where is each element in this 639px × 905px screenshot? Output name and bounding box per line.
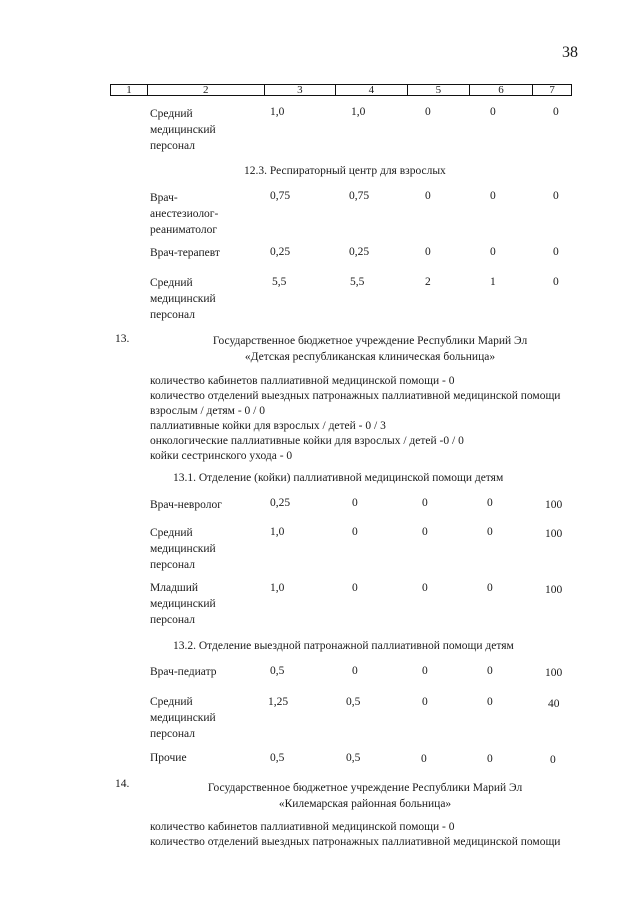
value-cell: 0 [487,582,493,594]
col-header-6: 6 [469,85,532,96]
value-cell: 0 [425,190,431,202]
value-cell: 0 [487,665,493,677]
summary-line: количество отделений выездных патронажных паллиативной медицинской помощи [150,836,561,848]
value-cell: 0 [421,753,427,765]
summary-line: паллиативные койки для взрослых / детей - 0 / 3 [150,420,386,432]
value-cell: 2 [425,276,431,288]
value-cell: 0 [352,665,358,677]
summary-line: количество кабинетов паллиативной медицинской помощи - 0 [150,375,455,387]
value-cell: 100 [545,667,563,679]
value-cell: 5,5 [350,276,365,288]
facility-summary [150,820,560,850]
value-cell: 0 [487,753,493,765]
value-cell: 0 [553,276,559,288]
value-cell: 0,5 [270,665,285,677]
value-cell: 0 [490,106,496,118]
summary-line: количество отделений выездных патронажных паллиативной медицинской помощи [150,390,561,402]
value-cell: 0 [487,526,493,538]
value-cell: 0 [553,106,559,118]
value-cell: 0,5 [270,752,285,764]
value-cell: 0 [352,582,358,594]
value-cell: 1,0 [270,106,285,118]
value-cell: 0 [553,246,559,258]
column-header-table [110,84,572,96]
value-cell: 0,75 [270,190,291,202]
value-cell: 0 [553,190,559,202]
col-header-1: 1 [111,85,148,96]
facility-summary [150,374,560,464]
value-cell: 0 [422,696,428,708]
item-number: 14. [115,778,130,790]
col-header-7: 7 [533,85,572,96]
value-cell: 1,0 [270,526,285,538]
value-cell: 0 [422,497,428,509]
col-header-5: 5 [407,85,469,96]
staff-role: Средний медицинский персонал [150,277,216,321]
value-cell: 5,5 [272,276,287,288]
summary-line: количество кабинетов паллиативной медицинской помощи - 0 [150,821,455,833]
value-cell: 0 [422,526,428,538]
staff-role: Врач- анестезиолог- реаниматолог [150,192,219,236]
institution-line: «Детская республиканская клиническая больница» [244,351,496,363]
value-cell: 0,75 [349,190,370,202]
value-cell: 0 [425,246,431,258]
value-cell: 1,0 [270,582,285,594]
staff-role: Средний медицинский персонал [150,696,216,740]
value-cell: 0 [490,190,496,202]
institution-name [175,780,555,812]
value-cell: 0 [487,497,493,509]
staff-role: Средний медицинский персонал [150,108,216,152]
value-cell: 0 [352,526,358,538]
staff-role: Прочие [150,752,187,764]
summary-line: взрослым / детям - 0 / 0 [150,405,265,417]
institution-name [180,333,560,365]
staff-role: Врач-невролог [150,499,222,511]
value-cell: 100 [545,528,563,540]
value-cell: 0,25 [349,246,370,258]
col-header-4: 4 [336,85,408,96]
section-title-13-1: 13.1. Отделение (койки) паллиативной медицинской помощи детям [173,472,504,484]
page-number: 38 [562,44,578,61]
value-cell: 0,25 [270,497,291,509]
value-cell: 0 [425,106,431,118]
value-cell: 0 [352,497,358,509]
institution-line: «Килемарская районная больница» [278,798,452,810]
value-cell: 0 [422,582,428,594]
summary-line: койки сестринского ухода - 0 [150,450,293,462]
value-cell: 40 [548,698,560,710]
summary-line: онкологические паллиативные койки для взрослых / детей -0 / 0 [150,435,464,447]
section-title-13-2: 13.2. Отделение выездной патронажной паллиативной помощи детям [173,640,514,652]
value-cell: 1,25 [268,696,289,708]
value-cell: 1 [490,276,496,288]
value-cell: 0,5 [346,752,361,764]
value-cell: 1,0 [351,106,366,118]
section-title-12-3: 12.3. Респираторный центр для взрослых [244,165,446,177]
value-cell: 100 [545,499,563,511]
institution-line: Государственное бюджетное учреждение Республики Марий Эл [207,782,523,794]
institution-line: Государственное бюджетное учреждение Республики Марий Эл [212,335,528,347]
value-cell: 100 [545,584,563,596]
value-cell: 0 [550,754,556,766]
value-cell: 0 [487,696,493,708]
staff-role: Врач-педиатр [150,666,217,678]
value-cell: 0,25 [270,246,291,258]
col-header-2: 2 [147,85,264,96]
staff-role: Врач-терапевт [150,247,220,259]
staff-role: Младший медицинский персонал [150,582,216,626]
value-cell: 0 [422,665,428,677]
staff-role: Средний медицинский персонал [150,527,216,571]
value-cell: 0 [490,246,496,258]
item-number: 13. [115,333,130,345]
col-header-3: 3 [264,85,336,96]
value-cell: 0,5 [346,696,361,708]
